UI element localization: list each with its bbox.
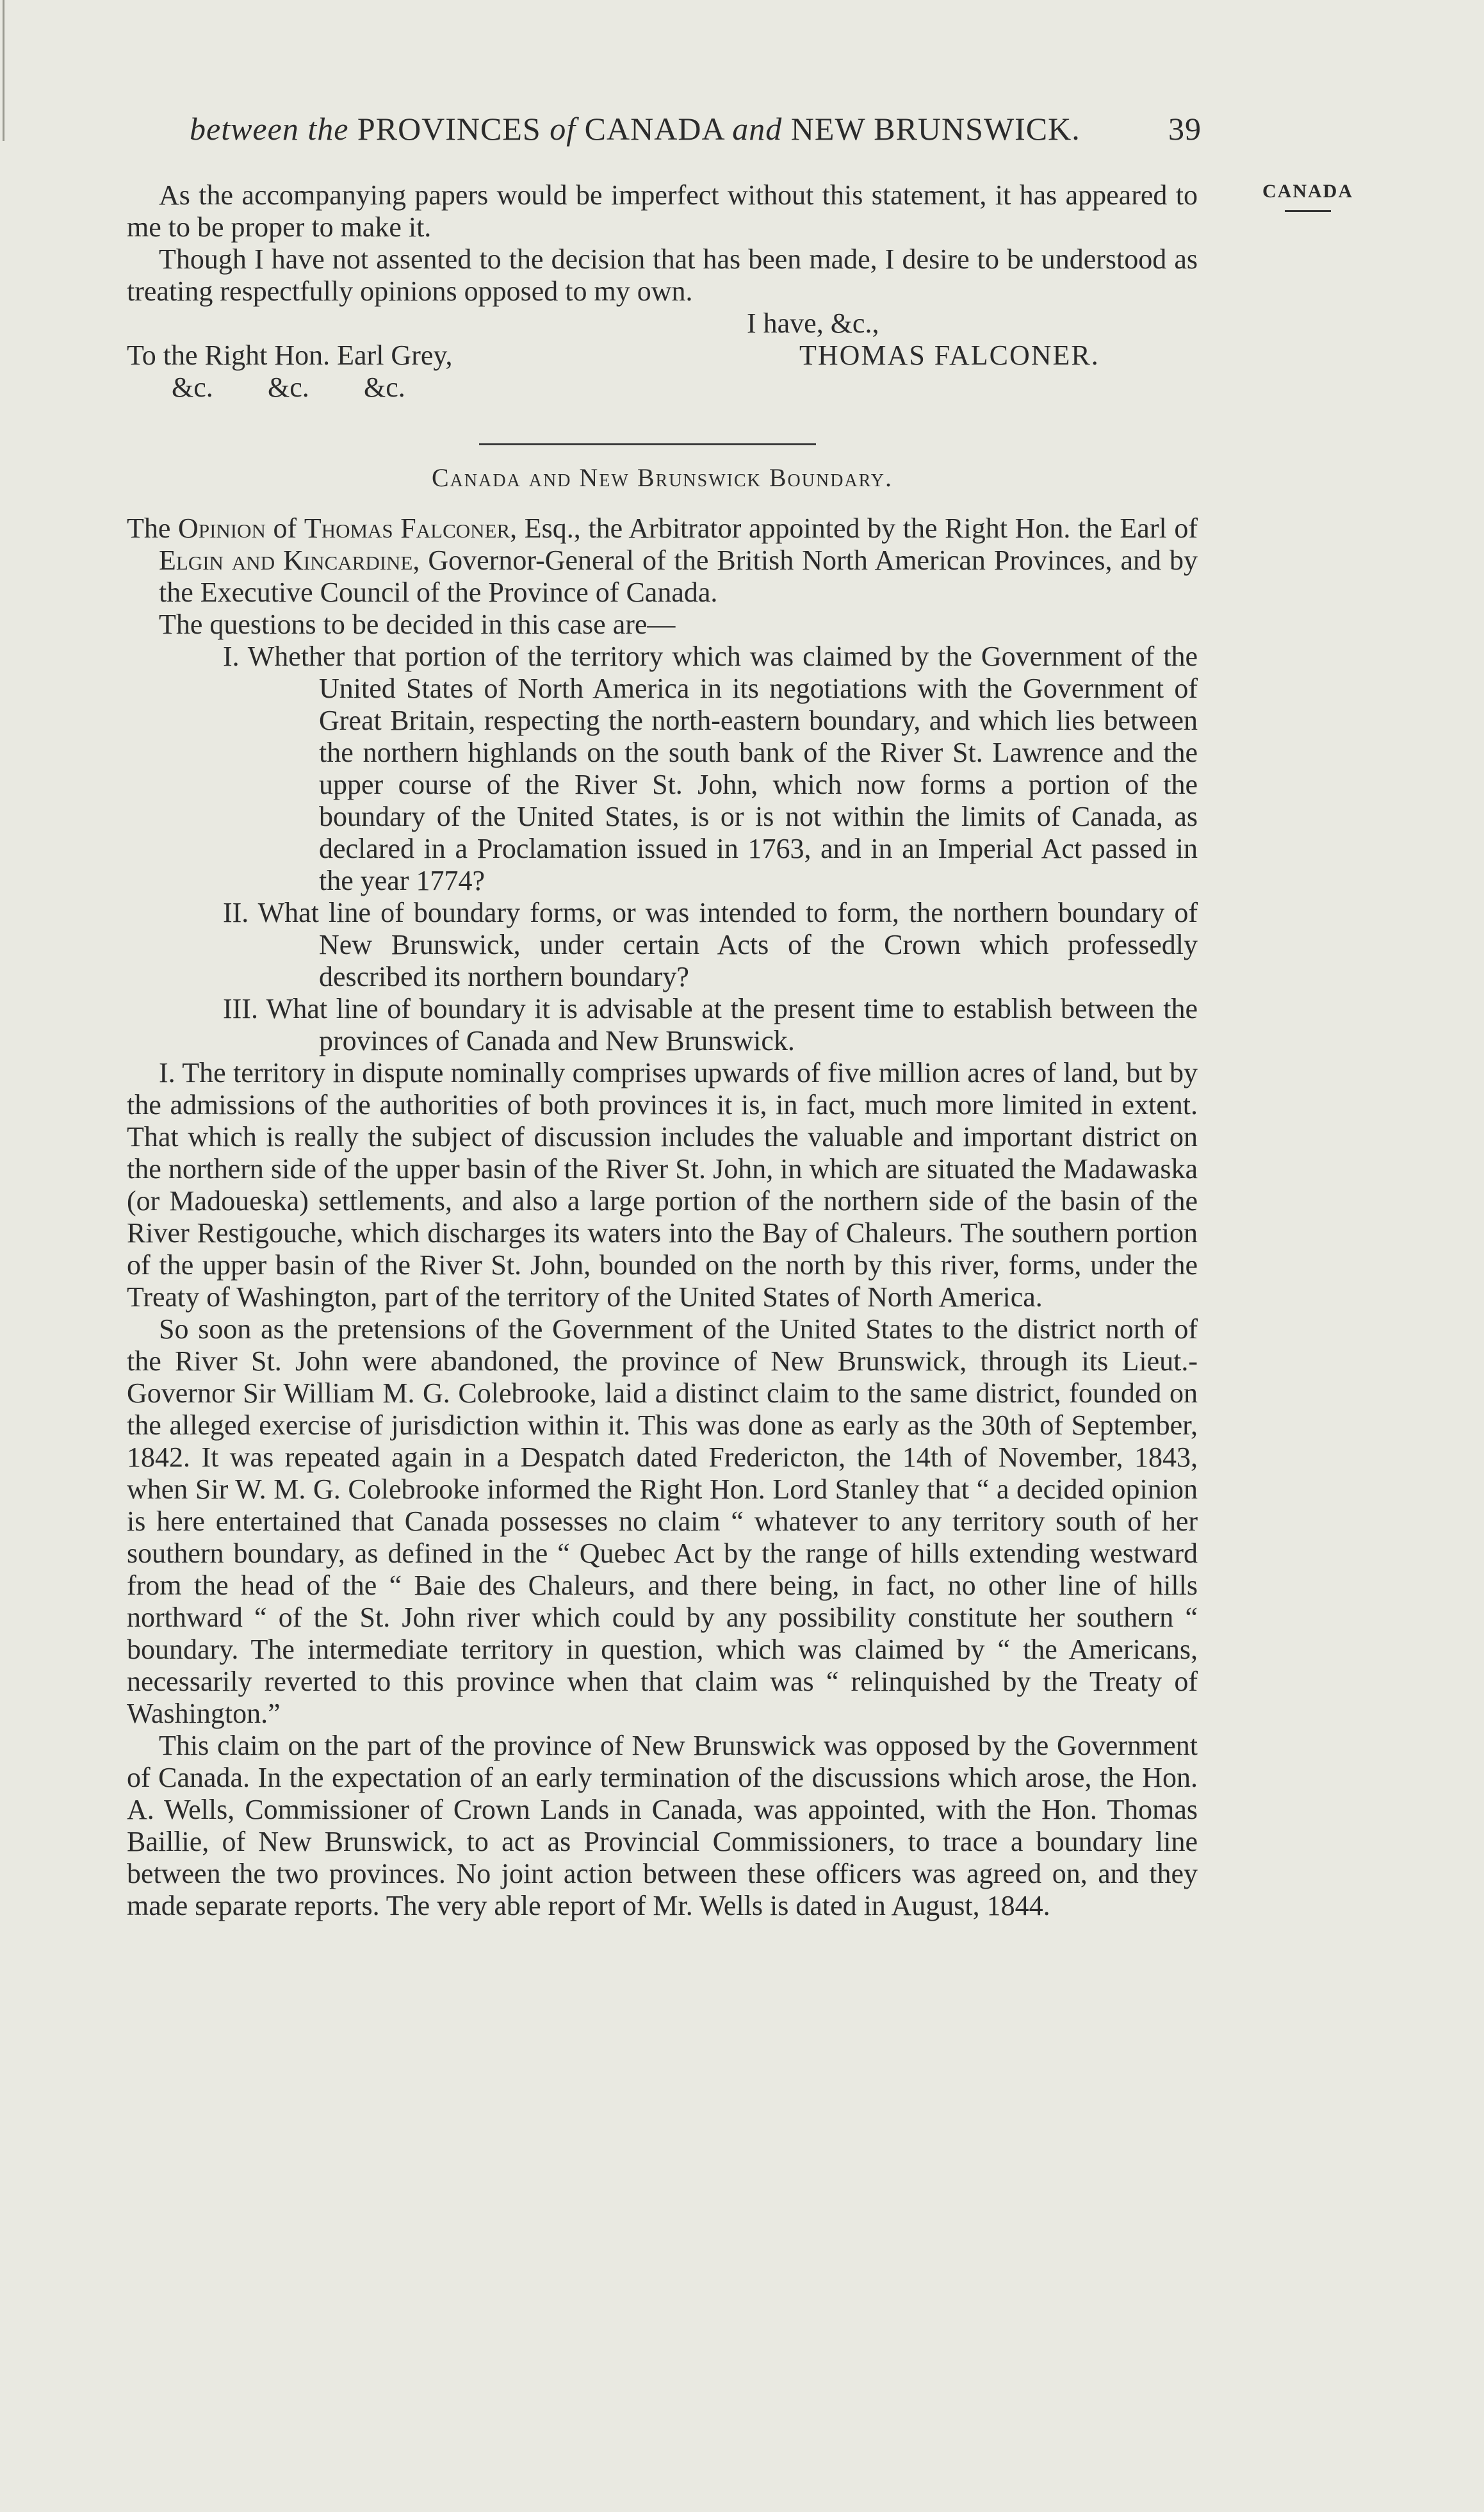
intro-opinion: Opinion [178, 513, 266, 544]
question-1: I. Whether that portion of the territory which was claimed by the Government of the United States of North America in its negotiations with the Government of Great Britain, respecting the north-eastern boundary, and which lies between the northern highlands on the south bank of the River St. Lawrence and the upper course of the River St. John, which now forms a portion of the boundary of the United States, is or is not within the limits of Canada, as declared in a Proclamation issued in 1763, and in an Imperial Act passed in the year 1774? [223, 641, 1198, 896]
header-new-brunswick: NEW BRUNSWICK. [790, 111, 1080, 147]
etc-1: &c. [172, 372, 213, 403]
letter-i-have: I have, &c., [747, 308, 879, 339]
header-provinces: PROVINCES [357, 111, 541, 147]
etc-2: &c. [268, 372, 309, 403]
letter-etc [127, 372, 1198, 404]
header-italic: between the [190, 111, 349, 147]
intro-name: Thomas Falconer [304, 513, 510, 544]
margin-note-label: CANADA [1262, 181, 1353, 202]
opinion-intro [127, 513, 1198, 609]
section-title: Canada and New Brunswick Boundary. [431, 463, 893, 492]
letter-addressee: To the Right Hon. Earl Grey, [127, 340, 453, 371]
opinion-paragraph-3: This claim on the part of the province of New Brunswick was opposed by the Government of Canada. In the expectation of an early termination of the discussions which arose, the Hon. A. Wells, Commissioner of Crown Lands in Canada, was appointed, with the Hon. Thomas Baillie, of New Brunswick, to act as Provincial Commissioners, to trace a boundary line between the two provinces. No joint action between these officers was agreed on, and they made separate reports. The very able report of Mr. Wells is dated in August, 1844. [127, 1730, 1198, 1921]
letter-paragraph-1: As the accompanying papers would be imperfect without this statement, it has appeared to me to be proper to make it. [127, 179, 1198, 243]
header-of: of [550, 111, 576, 147]
question-2: II. What line of boundary forms, or was intended to form, the northern boundary of New Brunswick, under certain Acts of the Crown which professedly described its northern boundary? [223, 897, 1198, 992]
running-head [190, 110, 1202, 147]
etc-3: &c. [364, 372, 405, 403]
opinion-paragraph-2: So soon as the pretensions of the Government of the United States to the district north of the River St. John were abandoned, the province of New Brunswick, through its Lieut.-Governor Sir William M. G. Colebrooke, laid a distinct claim to the same district, founded on the alleged exercise of jurisdiction within it. This was done as early as the 30th of September, 1842. It was repeated again in a Despatch dated Fredericton, the 14th of November, 1843, when Sir W. M. G. Colebrooke informed the Right Hon. Lord Stanley that “ a decided opinion is here entertained that Canada possesses no claim “ whatever to any territory south of her southern boundary, as defined in the “ Quebec Act by the range of hills extending westward from the head of the “ Baie des Chaleurs, and there being, in fact, no other line of hills northward “ of the St. John river which could by any possibility constitute her southern “ boundary. The intermediate territory in question, which was claimed by “ the Americans, necessarily reverted to this province when that claim was “ relinquished by the Treaty of Washington.” [127, 1313, 1198, 1729]
margin-note-rule [1285, 210, 1331, 212]
letter-paragraph-2: Though I have not assented to the decision that has been made, I desire to be understood as treating respectfully opinions opposed to my own. [127, 243, 1198, 307]
question-3: III. What line of boundary it is advisable at the present time to establish between the provinces of Canada and New Brunswick. [223, 993, 1198, 1056]
section-divider [479, 443, 816, 445]
questions-intro: The questions to be decided in this case are— [159, 609, 676, 640]
intro-of: of [273, 513, 297, 544]
intro-rest-1: , Esq., the Arbitrator appointed by the Right Hon. the Earl of [510, 513, 1198, 544]
header-canada: CANADA [584, 111, 724, 147]
letter-signature: THOMAS FALCONER. [799, 340, 1100, 371]
opinion-paragraph-1: I. The territory in dispute nominally comprises upwards of five million acres of land, but by the admissions of the authorities of both provinces it is, in fact, much more limited in extent. That which is really the subject of discussion includes the valuable and important district on the northern side of the upper basin of the River St. John, in which are situated the Madawaska (or Madoueska) settlements, and also a large portion of the northern side of the basin of the River Restigouche, which discharges its waters into the Bay of Chaleurs. The southern portion of the upper basin of the River St. John, bounded on the north by this river, forms, under the Treaty of Washington, part of the territory of the United States of North America. [127, 1057, 1198, 1313]
opinion-body [127, 513, 1198, 1922]
page-number: 39 [1168, 111, 1202, 147]
intro-the: The [127, 513, 171, 544]
intro-elgin: Elgin and Kincardine [159, 545, 413, 576]
letter-closing [127, 179, 1198, 404]
header-and: and [732, 111, 783, 147]
letter-sign-line [127, 340, 1198, 372]
intro-rest-2: , Governor-General of the British North American Provinces, and by the Executive Council of the Province of Canada. [159, 545, 1198, 608]
page-edge-line [3, 0, 4, 141]
margin-note [1257, 181, 1359, 212]
